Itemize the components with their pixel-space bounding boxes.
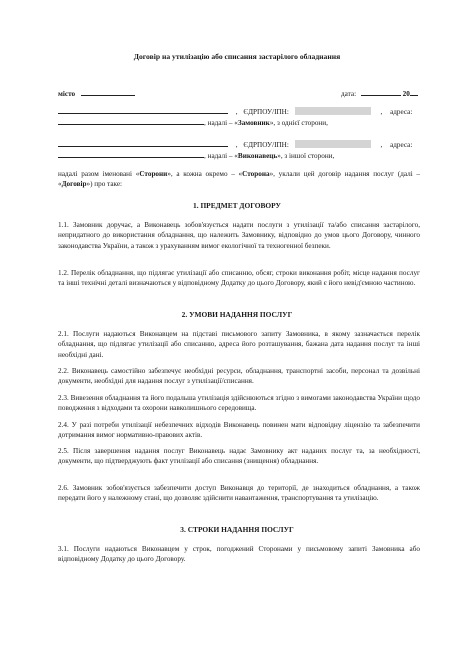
- party2-line1: , ЄДРПОУ/ІПН: , адреса:: [58, 139, 412, 150]
- date-blank[interactable]: [361, 88, 401, 96]
- section-1-heading: 1. ПРЕДМЕТ ДОГОВОРУ: [193, 201, 281, 210]
- year-text: 20: [402, 90, 410, 98]
- party2-role: Виконавець: [237, 152, 278, 160]
- city-row: [58, 88, 135, 99]
- clause-2-4: 2.4. У разі потреби утилізації небезпечних відходів Виконавець повинен мати відповідну ліцензію та забезпечити дотримання вимог нормативно-правових актів.: [58, 421, 420, 440]
- party1-address-blank[interactable]: [58, 117, 204, 125]
- date-row: [341, 88, 418, 99]
- party2-address-blank[interactable]: [58, 150, 204, 158]
- clause-2-6: 2.6. Замовник зобов'язується забезпечити доступ Виконавця до території, де знаходиться обладнання, а також передати його у належному стані, що дозволяє здійснити навантаження, транспортування та утилізацію.: [58, 484, 420, 503]
- clause-3-1: 3.1. Послуги надаються Виконавцем у строк, погоджений Сторонами у письмовому запиті Замовника або відповідному Додатку до цього Договору.: [58, 545, 420, 564]
- date-label: дата:: [341, 90, 357, 98]
- party1-line2: , надалі – «Замовник», з однієї сторони,: [58, 117, 328, 128]
- section-3-heading: 3. СТРОКИ НАДАННЯ ПОСЛУГ: [180, 525, 294, 534]
- party1-name-blank[interactable]: [58, 106, 228, 114]
- party1-role: Замовник: [237, 119, 270, 127]
- clause-2-3: 2.3. Вивезення обладнання та його подальша утилізація здійснюються згідно з вимогами законодавства України щодо поводження з відходами та охорони навколишнього середовища.: [58, 394, 420, 413]
- clause-1-2: 1.2. Перелік обладнання, що підлягає утилізації або списанню, обсяг, строки виконання робіт, місце надання послуг та інші технічні деталі визначаються у відповідному Додатку до цього Договору, який є його невід'ємною частиною.: [58, 269, 420, 288]
- party2-name-blank[interactable]: [58, 139, 228, 147]
- party2-address-label: адреса:: [390, 141, 413, 149]
- party1-edrpou-label: ЄДРПОУ/ІПН:: [243, 108, 289, 116]
- document-title: Договір на утилізацію або списання застарілого обладнання: [133, 52, 341, 61]
- clause-2-5: 2.5. Після завершення надання послуг Виконавець надає Замовнику акт наданих послуг та, за необхідності, документи, що підтверджують факт утилізації або списання (знищення) обладнання.: [58, 447, 420, 466]
- year-blank[interactable]: [410, 88, 418, 96]
- party1-address-label: адреса:: [390, 108, 413, 116]
- party2-edrpou-field[interactable]: [295, 140, 371, 148]
- party2-edrpou-label: ЄДРПОУ/ІПН:: [243, 141, 289, 149]
- city-blank[interactable]: [81, 88, 135, 96]
- party1-line1: , ЄДРПОУ/ІПН: , адреса:: [58, 106, 412, 117]
- city-label: місто: [58, 90, 76, 98]
- clause-2-1: 2.1. Послуги надаються Виконавцем на підставі письмового запиту Замовника, в якому зазначається перелік обладнання, що підлягає утилізації або списанню, адреса його розташування, бажана дата надання послуг та інші необхідні дані.: [58, 330, 420, 359]
- clause-2-2: 2.2. Виконавець самостійно забезпечує необхідні ресурси, обладнання, транспортні засоби, персонал та дозвільні документи, необхідні для надання послуг з утилізації/списання.: [58, 367, 420, 386]
- intro-paragraph: надалі разом іменовані «Сторони», а кожна окремо – «Сторона», уклали цей договір надання послуг (далі – «Договір») про таке:: [58, 170, 421, 189]
- party2-line2: , надалі – «Виконавець», з іншої сторони,: [58, 150, 334, 161]
- party1-edrpou-field[interactable]: [295, 107, 371, 115]
- clause-1-1: 1.1. Замовник доручає, а Виконавець зобов'язується надати послуги з утилізації та/або списання застарілого, непридатного до використання обладнання, що належить Замовнику, відповідно до умов цього Договору, чинного законодавства України, а також з урахуванням вимог екологічної та техногенної безпеки.: [58, 221, 420, 250]
- section-2-heading: 2. УМОВИ НАДАННЯ ПОСЛУГ: [181, 310, 293, 319]
